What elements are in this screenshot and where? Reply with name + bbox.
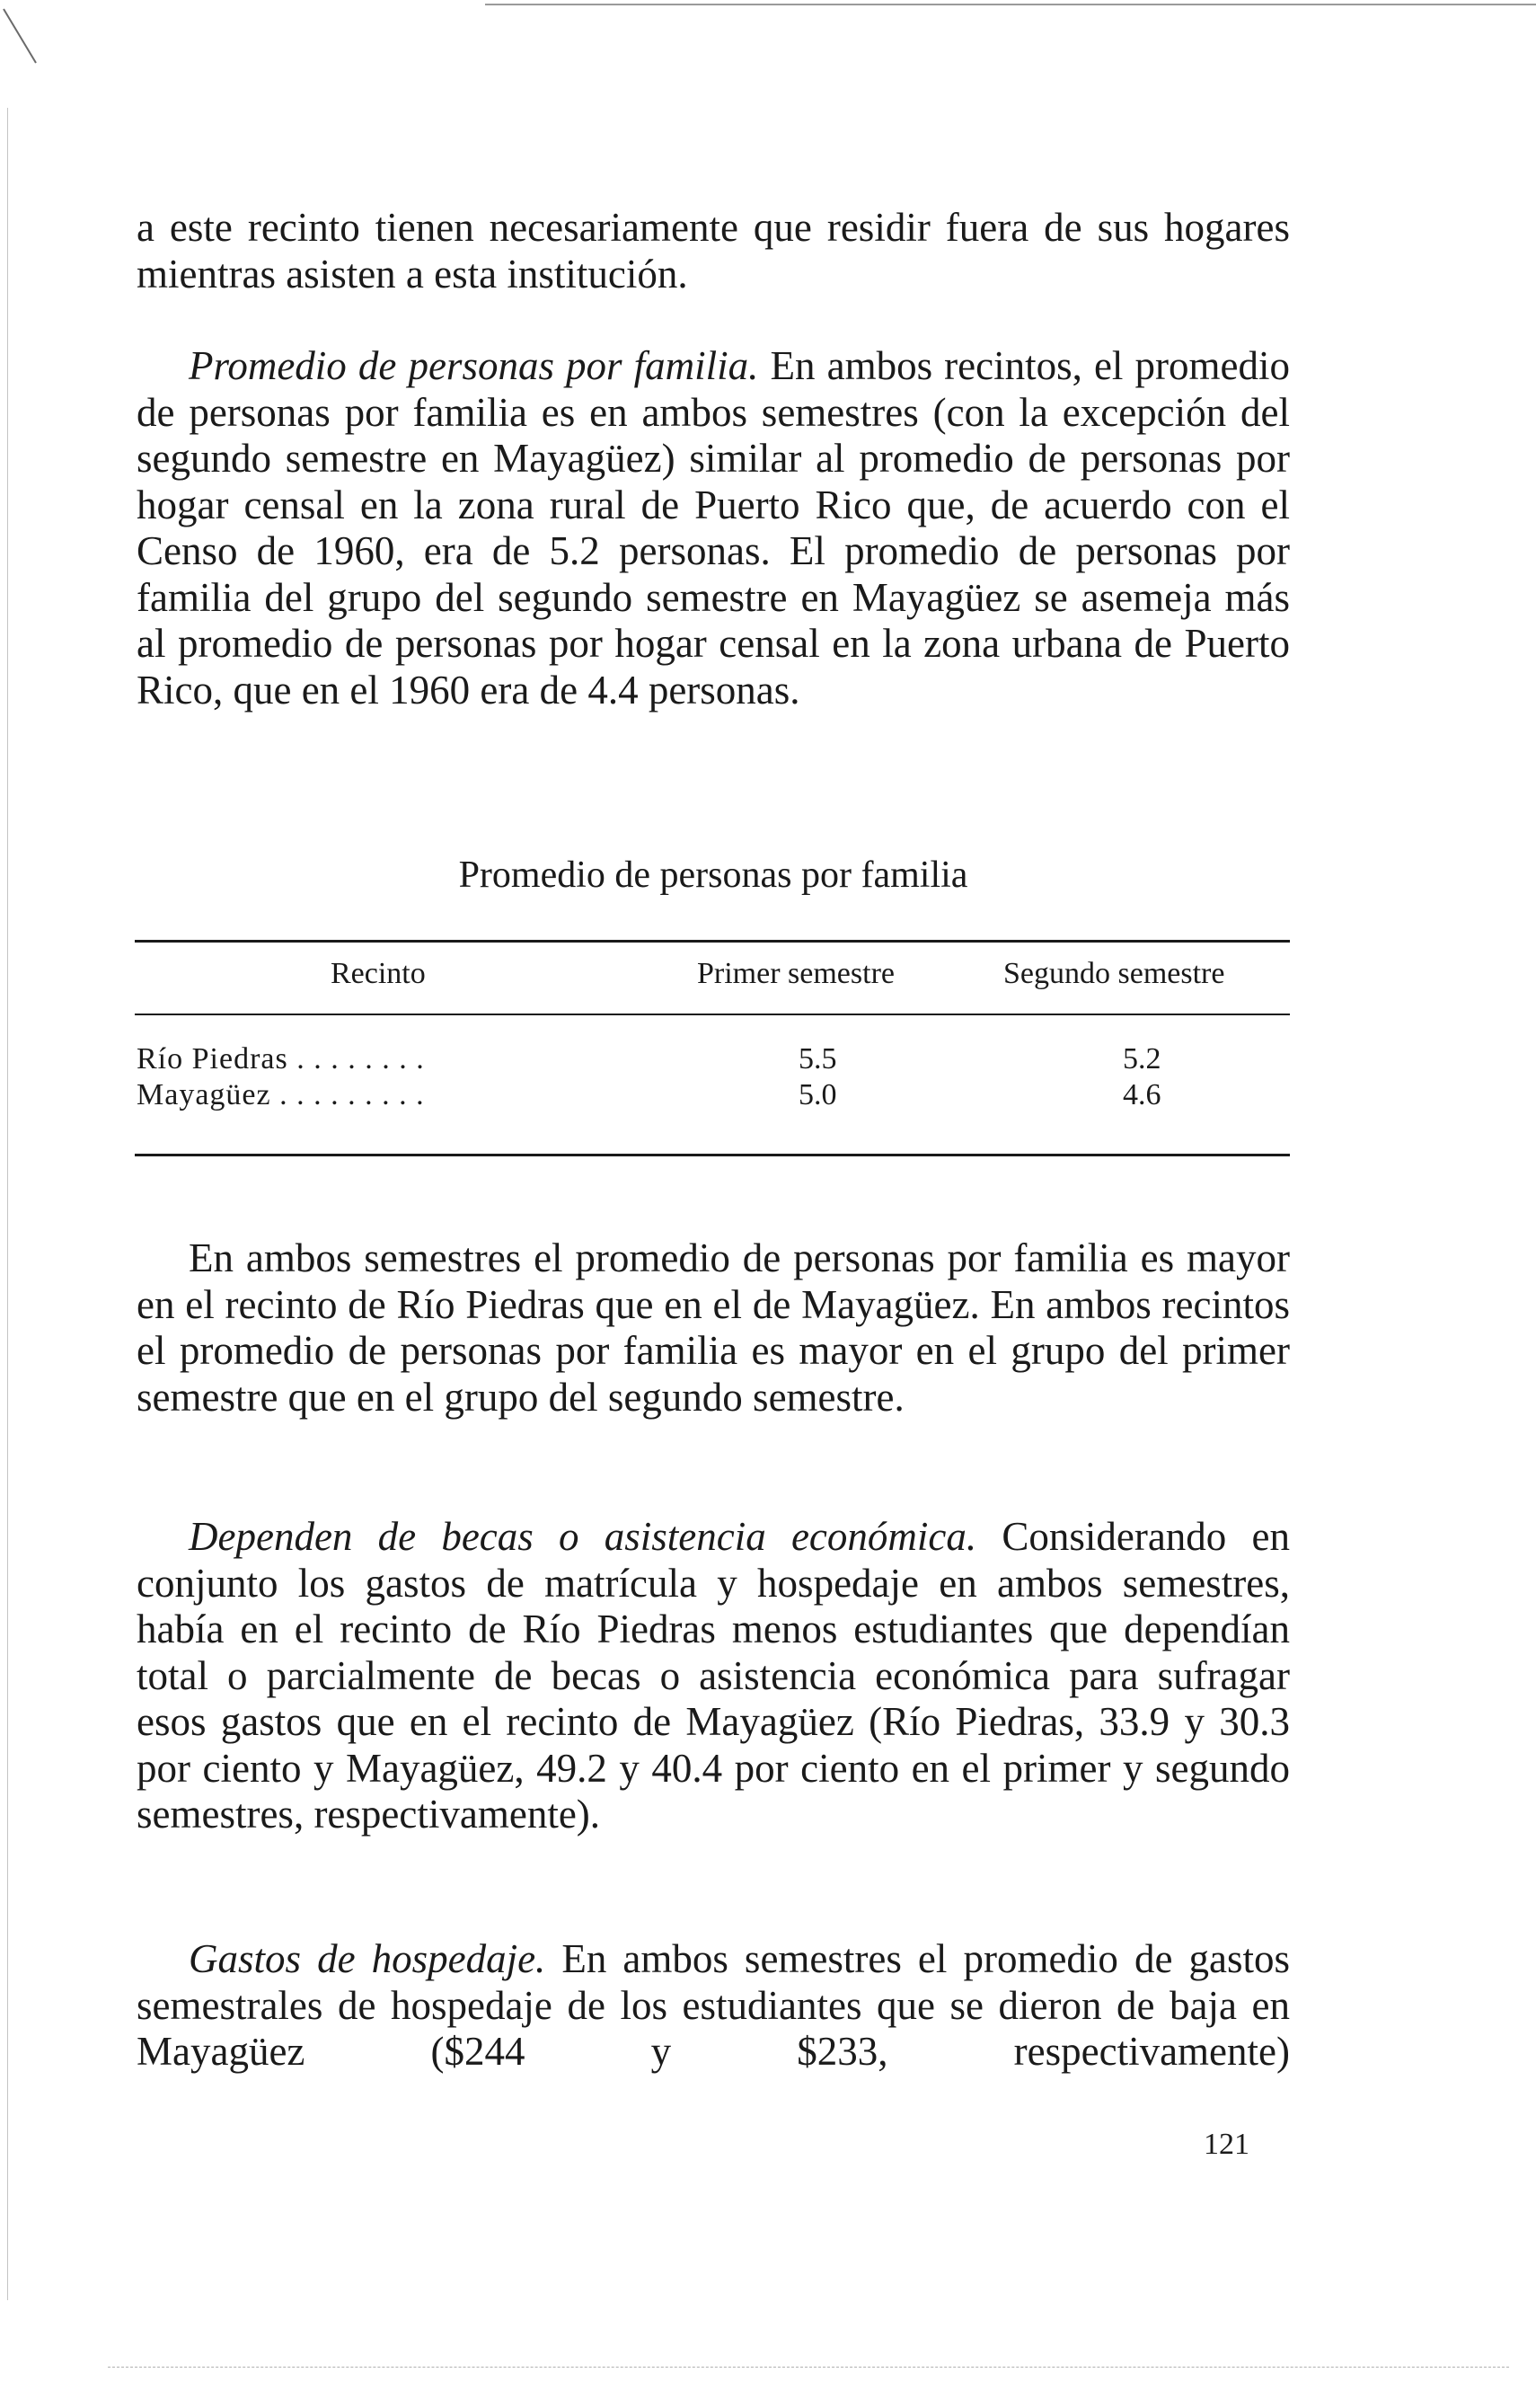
table-cell-recinto: Mayagüez . . . . . . . . .	[137, 1078, 425, 1111]
paragraph-text: En ambos recintos, el promedio de personas por familia es en ambos semestres (con la excepción del segundo semestre en Mayagüez) similar al promedio de personas por hogar censal en la zona rural de Puerto Rico que, de acuerdo con el Censo de 1960, era de 5.2 personas. El promedio de personas por familia del grupo del segundo semestre en Mayagüez se asemeja más al promedio de personas por hogar censal en la zona urbana de Puerto Rico, que en el 1960 era de 4.4 personas.	[137, 343, 1290, 713]
paragraph-comparacion	[137, 1235, 1290, 1421]
paragraph-becas	[137, 1514, 1290, 1838]
scan-edge-top	[485, 4, 1536, 5]
run-in-heading: Promedio de personas por familia.	[189, 343, 759, 388]
table-header-recinto: Recinto	[331, 957, 426, 990]
table-bottom-rule	[135, 1154, 1290, 1156]
scan-edge-corner	[2, 0, 56, 72]
paragraph-text: a este recinto tienen necesariamente que residir fuera de sus hogares mientras asisten a esta institución.	[137, 205, 1290, 297]
table-cell-primer: 5.5	[799, 1042, 837, 1076]
paragraph-text: En ambos semestres el promedio de personas por familia es mayor en el recinto de Río Piedras que en el de Mayagüez. En ambos recintos el promedio de personas por familia es mayor en el grupo del primer semestre que en el grupo del segundo semestre.	[137, 1235, 1290, 1420]
table-cell-primer: 5.0	[799, 1078, 837, 1111]
paragraph-continuation	[137, 205, 1290, 297]
table-top-rule	[135, 940, 1290, 943]
run-in-heading: Gastos de hospedaje.	[189, 1936, 546, 1981]
table-cell-segundo: 4.6	[1123, 1078, 1161, 1111]
paragraph-text: En ambos semestres el promedio de gastos semestrales de hospedaje de los estudiantes que se dieron de baja en Mayagüez ($244 y $233, respectivamente)	[137, 1936, 1290, 2074]
table-title: Promedio de personas por familia	[458, 854, 968, 896]
paragraph-text: Considerando en conjunto los gastos de matrícula y hospedaje en ambos semestres, había en el recinto de Río Piedras menos estudiantes que dependían total o parcialmente de becas o asistencia económica para sufragar esos gastos que en el recinto de Mayagüez (Río Piedras, 33.9 y 30.3 por ciento y Mayagüez, 49.2 y 40.4 por ciento en el primer y segundo semestres, respectivamente).	[137, 1514, 1291, 1837]
page-number: 121	[1204, 2128, 1249, 2161]
scan-edge-bottom	[108, 2367, 1509, 2368]
table-header-segundo-semestre: Segundo semestre	[1003, 957, 1225, 990]
table-cell-segundo: 5.2	[1123, 1042, 1161, 1076]
run-in-heading: Dependen de becas o asistencia económica.	[189, 1514, 977, 1559]
scan-edge-left	[7, 108, 8, 2300]
paragraph-hospedaje	[137, 1936, 1290, 2076]
table-header-primer-semestre: Primer semestre	[697, 957, 895, 990]
table-header-rule	[135, 1014, 1290, 1015]
paragraph-promedio-personas	[137, 343, 1290, 713]
table-cell-recinto: Río Piedras . . . . . . . .	[137, 1042, 425, 1076]
